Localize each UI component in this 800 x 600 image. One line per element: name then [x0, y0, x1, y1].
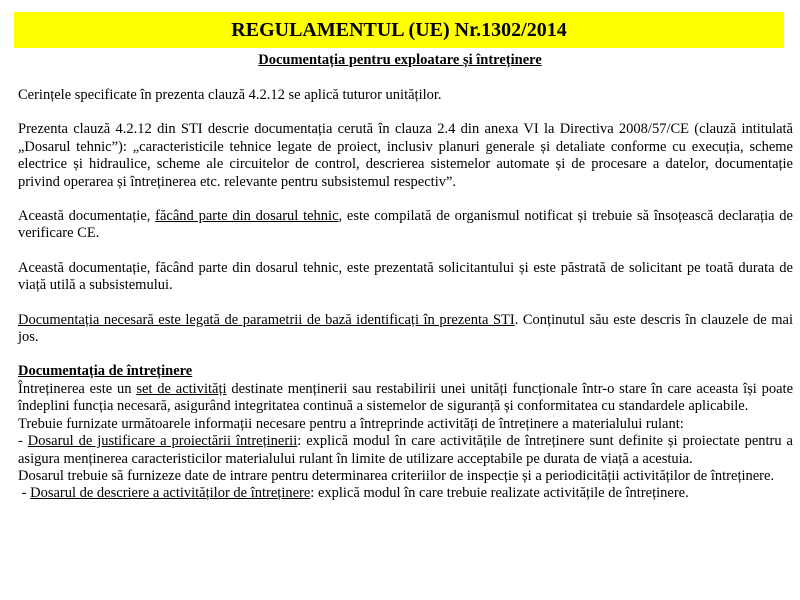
text-segment: - — [18, 433, 28, 450]
text-segment: : explică modul în care trebuie realizate activitățile de întreținere. — [310, 485, 689, 502]
text-segment: Această documentație, — [18, 208, 156, 225]
underlined-text: Documentația necesară este legată de parametrii de bază identificați în prezenta STI — [18, 311, 515, 328]
text-segment: - — [18, 485, 31, 502]
document-title: REGULAMENTUL (UE) Nr.1302/2014 — [231, 18, 567, 41]
underlined-text: Dosarul de descriere a activităților de întreținere — [30, 485, 311, 502]
underlined-text: făcând parte din dosarul tehnic — [155, 208, 339, 225]
list-item-justification — [18, 433, 793, 468]
section-subtitle: Documentația pentru exploatare și întreținere — [258, 52, 542, 68]
text-segment: destinate menținerii sau restabilirii unei unități funcționale într-o stare în care aceasta își poate îndeplini funcția necesară, asigurând integritatea continuă a sistemelor de siguranță și conformitatea cu standardele aplicabile. — [18, 380, 793, 415]
underlined-text: Dosarul de justificare a proiectării întreținerii — [27, 433, 298, 450]
document-body — [18, 87, 793, 503]
paragraph-retention: Această documentație, făcând parte din dosarul tehnic, este prezentată solicitantului și este păstrată de solicitant pe toată durata de viață utilă a subsistemului. — [18, 259, 793, 294]
paragraph-maintenance-definition — [18, 381, 793, 416]
paragraph-required-info: Trebuie furnizate următoarele informații necesare pentru a întreprinde activități de întreținere a materialului rulant: — [18, 415, 684, 432]
underlined-text: set de activități — [136, 380, 227, 397]
list-item-description — [18, 485, 793, 502]
paragraph-parameters — [18, 312, 793, 347]
paragraph-description: Prezenta clauză 4.2.12 din STI descrie documentația cerută în clauza 2.4 din anexa VI la Directiva 2008/57/CE (clauză intitulată „Dosarul tehnic”): „caracteristicile tehnice legate de proiect, inclusiv planuri generale și detaliate conforme cu execuția, scheme electrice și hidraulice, scheme ale circuitelor de control, descrierea sistemelor automate și de procesare a datelor, documentație privind operarea și întreținerea etc. relevante pentru subsistemul respectiv”. — [18, 121, 793, 190]
section-heading: Documentația de întreținere — [18, 363, 193, 380]
text-segment: Întreținerea este un — [18, 380, 137, 397]
text-segment: , este compilată de organismul notificat și trebuie să însoțească declarația de verificare CE. — [18, 208, 793, 242]
paragraph-scope: Cerințele specificate în prezenta clauză 4.2.12 se aplică tuturor unităților. — [18, 87, 442, 103]
title-banner — [14, 12, 784, 48]
text-segment: . Conținutul său este descris în clauzele de mai jos. — [18, 311, 793, 346]
paragraph-inspection-data: Dosarul trebuie să furnizeze date de intrare pentru determinarea criteriilor de inspecție și a periodicității activităților de întreținere. — [18, 467, 775, 484]
paragraph-compilation — [18, 208, 793, 243]
text-segment: : explică modul în care activitățile de întreținere sunt definite și proiectate pentru a asigura menținerea caracteristicilor materialului rulant în limite de utilizare acceptabile pe durata de viață a acestuia. — [18, 433, 793, 467]
